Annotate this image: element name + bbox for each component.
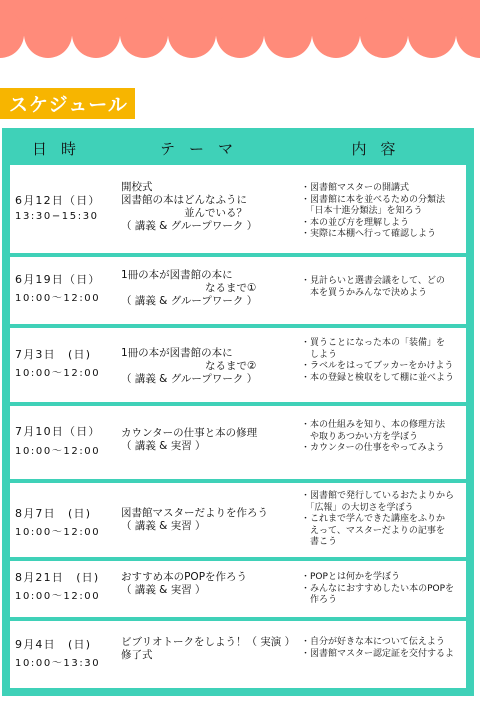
table-row bbox=[10, 328, 466, 402]
content-cell bbox=[295, 257, 466, 324]
content-cell bbox=[295, 406, 466, 479]
table-row bbox=[10, 483, 466, 557]
header-theme: テーマ bbox=[116, 135, 291, 161]
row-time: 10:00〜12:00 bbox=[15, 591, 101, 602]
theme-cell bbox=[116, 483, 291, 557]
row-time: 10:00〜13:30 bbox=[15, 658, 101, 669]
row-content: ・図書館で発行しているおたよりから 「広報」の大切さを学ぼう ・これまで学んできた講座をふりか えって、マスターだよりの記事を 書こう bbox=[301, 491, 455, 547]
row-content: ・本の仕組みを知り、本の修理方法 や取りあつかい方を学ぼう ・カウンターの仕事をやってみよう bbox=[301, 420, 446, 453]
row-time: 13:30−15:30 bbox=[15, 211, 99, 222]
date-cell bbox=[10, 621, 112, 688]
row-date: 9月4日 (日) bbox=[15, 638, 92, 651]
row-theme: おすすめ本のPOPを作ろう （ 講義 & 実習 ） bbox=[121, 571, 248, 596]
row-time: 10:00〜12:00 bbox=[15, 527, 101, 538]
schedule-table bbox=[2, 128, 474, 696]
content-cell bbox=[295, 621, 466, 688]
row-theme: 1冊の本が図書館の本に なるまで① （ 講義 & グループワーク ） bbox=[121, 269, 258, 307]
theme-cell bbox=[116, 406, 291, 479]
row-time: 10:00〜12:00 bbox=[15, 446, 101, 457]
table-row bbox=[10, 406, 466, 479]
date-cell bbox=[10, 257, 112, 324]
content-cell bbox=[295, 165, 466, 253]
row-theme: 開校式 図書館の本はどんなふうに 並んでいる？ （ 講義 & グループワーク ） bbox=[121, 181, 258, 232]
row-date: 6月19日（日） bbox=[15, 273, 101, 286]
content-cell bbox=[295, 328, 466, 402]
row-date: 8月7日 (日) bbox=[15, 507, 92, 520]
date-cell bbox=[10, 483, 112, 557]
table-row bbox=[10, 621, 466, 688]
title-badge bbox=[0, 88, 135, 119]
row-content: ・自分が好きな本について伝えよう ・図書館マスター認定証を交付するよ bbox=[301, 637, 455, 659]
row-theme: 図書館マスターだよりを作ろう （ 講義 & 実習 ） bbox=[121, 507, 268, 532]
row-date: 6月12日（日） bbox=[15, 194, 101, 207]
date-cell bbox=[10, 406, 112, 479]
table-row bbox=[10, 257, 466, 324]
row-time: 10:00〜12:00 bbox=[15, 293, 101, 304]
header-content: 内容 bbox=[295, 135, 466, 161]
date-cell bbox=[10, 328, 112, 402]
date-cell bbox=[10, 165, 112, 253]
row-content: ・図書館マスターの開講式 ・図書館に本を並べるための分類法 「日本十進分類法」を知ろう ・本の並び方を理解しよう ・実際に本棚へ行って確認しよう bbox=[301, 183, 446, 239]
theme-cell bbox=[116, 165, 291, 253]
table-row bbox=[10, 165, 466, 253]
content-cell bbox=[295, 483, 466, 557]
theme-cell bbox=[116, 621, 296, 688]
row-theme: ビブリオトークをしよう！（ 実演 ） 修了式 bbox=[121, 636, 296, 661]
theme-cell bbox=[116, 257, 291, 324]
row-date: 7月3日 (日) bbox=[15, 348, 92, 361]
table-row bbox=[10, 561, 466, 617]
row-content: ・買うことになった本の「装備」を しよう ・ラベルをはってブッカーをかけよう ・本の登録と検収をして棚に並べよう bbox=[301, 338, 455, 383]
row-date: 8月21日 (日) bbox=[15, 571, 100, 584]
content-cell bbox=[295, 561, 466, 617]
row-time: 10:00〜12:00 bbox=[15, 368, 101, 379]
page-title: スケジュール bbox=[9, 94, 128, 116]
theme-cell bbox=[116, 561, 291, 617]
header-date: 日時 bbox=[10, 135, 112, 161]
row-content: ・見計らいと選書会議をして、どの 本を買うかみんなで決めよう bbox=[301, 276, 445, 298]
row-theme: 1冊の本が図書館の本に なるまで② （ 講義 & グループワーク ） bbox=[121, 347, 258, 385]
row-theme: カウンターの仕事と本の修理 （ 講義 & 実習 ） bbox=[121, 427, 258, 452]
row-date: 7月10日（日） bbox=[15, 425, 101, 438]
date-cell bbox=[10, 561, 112, 617]
row-content: ・POPとは何かを学ぼう ・みんなにおすすめしたい本のPOPを 作ろう bbox=[301, 572, 455, 605]
theme-cell bbox=[116, 328, 291, 402]
scallop-border bbox=[0, 0, 480, 62]
